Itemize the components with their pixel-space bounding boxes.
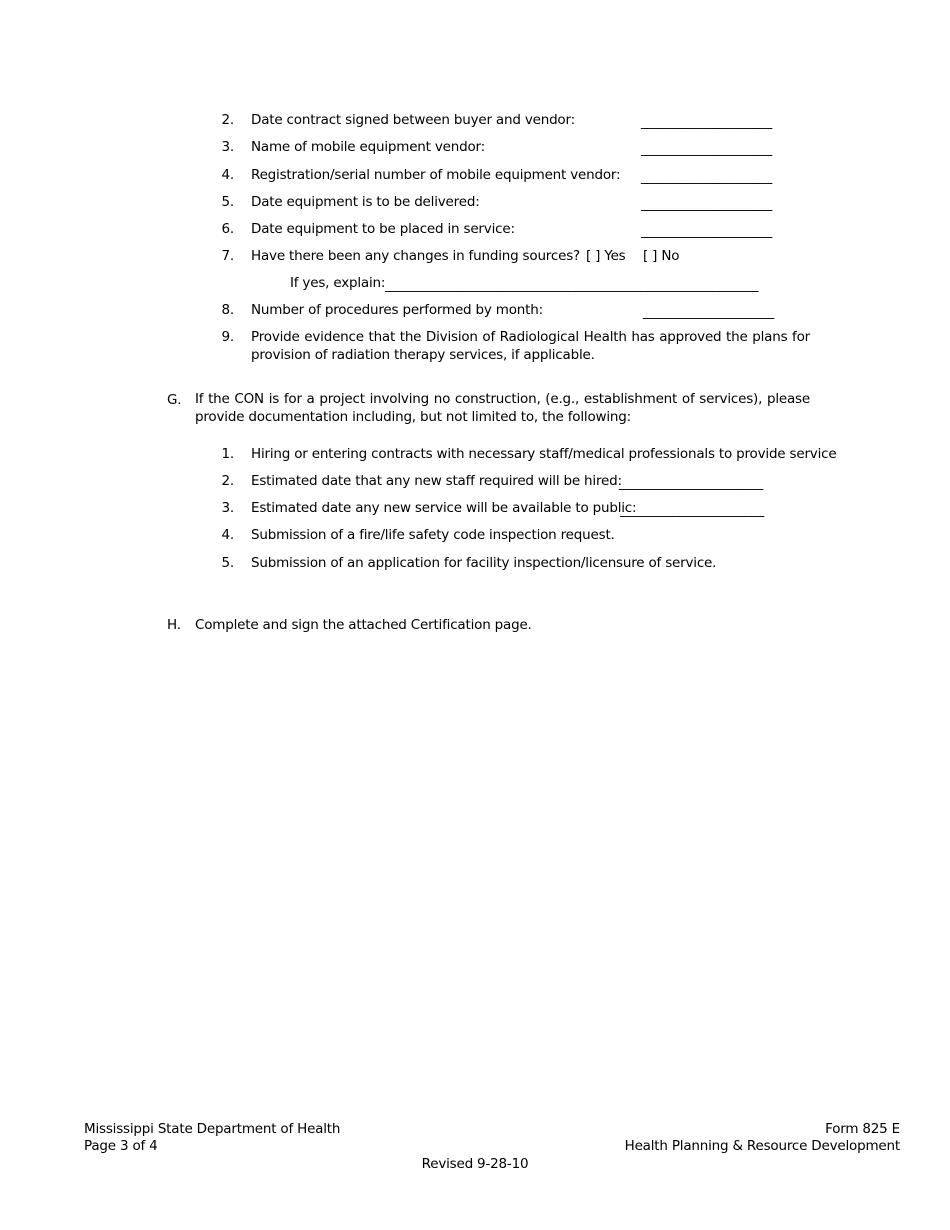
item-label: Date contract signed between buyer and vendor:: [251, 112, 575, 128]
item-label: Name of mobile equipment vendor:: [251, 139, 485, 155]
explain-field[interactable]: _________________________________________________________: [385, 277, 759, 293]
no-checkbox[interactable]: [ ] No: [643, 248, 680, 264]
item-label: Hiring or entering contracts with necessary staff/medical professionals to provide service: [251, 446, 837, 462]
service-availability-date-field[interactable]: ______________________: [620, 502, 765, 518]
item-number: 7.: [221, 248, 234, 264]
footer-form-number: Form 825 E: [825, 1121, 900, 1137]
item-number: 5.: [221, 194, 234, 210]
item-label: Provide evidence that the Division of Radiological Health has approved the plans for provision of radiation therapy services, if applicable.: [251, 329, 810, 363]
item-number: 1.: [221, 446, 234, 462]
section-letter: G.: [167, 392, 182, 408]
section-text: Complete and sign the attached Certification page.: [195, 617, 532, 633]
footer-page-number: Page 3 of 4: [84, 1138, 158, 1154]
staff-hire-date-field[interactable]: ______________________: [619, 475, 764, 491]
item-number: 5.: [221, 555, 234, 571]
item-label: Number of procedures performed by month:: [251, 302, 543, 318]
item-number: 9.: [221, 329, 234, 345]
yes-checkbox[interactable]: [ ] Yes: [586, 248, 626, 264]
date-contract-signed-field[interactable]: ____________________: [641, 114, 773, 130]
procedures-per-month-field[interactable]: ____________________: [643, 304, 775, 320]
item-number: 4.: [221, 167, 234, 183]
footer-revised: Revised 9-28-10: [421, 1156, 529, 1172]
explain-label: If yes, explain:: [290, 275, 386, 291]
serial-number-field[interactable]: ____________________: [641, 169, 773, 185]
service-date-field[interactable]: ____________________: [641, 223, 773, 239]
item-number: 3.: [221, 500, 234, 516]
item-label: Estimated date that any new staff required will be hired:: [251, 473, 622, 489]
section-text: If the CON is for a project involving no construction, (e.g., establishment of services), please provide documentation including, but not limited to, the following:: [195, 391, 810, 425]
item-number: 2.: [221, 112, 234, 128]
item-number: 3.: [221, 139, 234, 155]
item-label: Have there been any changes in funding sources?: [251, 248, 580, 264]
item-label: Date equipment is to be delivered:: [251, 194, 480, 210]
delivery-date-field[interactable]: ____________________: [641, 196, 773, 212]
section-letter: H.: [167, 617, 181, 633]
item-label: Submission of an application for facility inspection/licensure of service.: [251, 555, 717, 571]
item-number: 6.: [221, 221, 234, 237]
item-number: 2.: [221, 473, 234, 489]
vendor-name-field[interactable]: ____________________: [641, 141, 773, 157]
footer-org: Mississippi State Department of Health: [84, 1121, 341, 1137]
item-label: Registration/serial number of mobile equipment vendor:: [251, 167, 621, 183]
item-number: 4.: [221, 527, 234, 543]
item-label: Estimated date any new service will be available to public:: [251, 500, 637, 516]
item-label: Date equipment to be placed in service:: [251, 221, 515, 237]
item-number: 8.: [221, 302, 234, 318]
footer-division: Health Planning & Resource Development: [624, 1138, 900, 1154]
item-label: Submission of a fire/life safety code inspection request.: [251, 527, 615, 543]
